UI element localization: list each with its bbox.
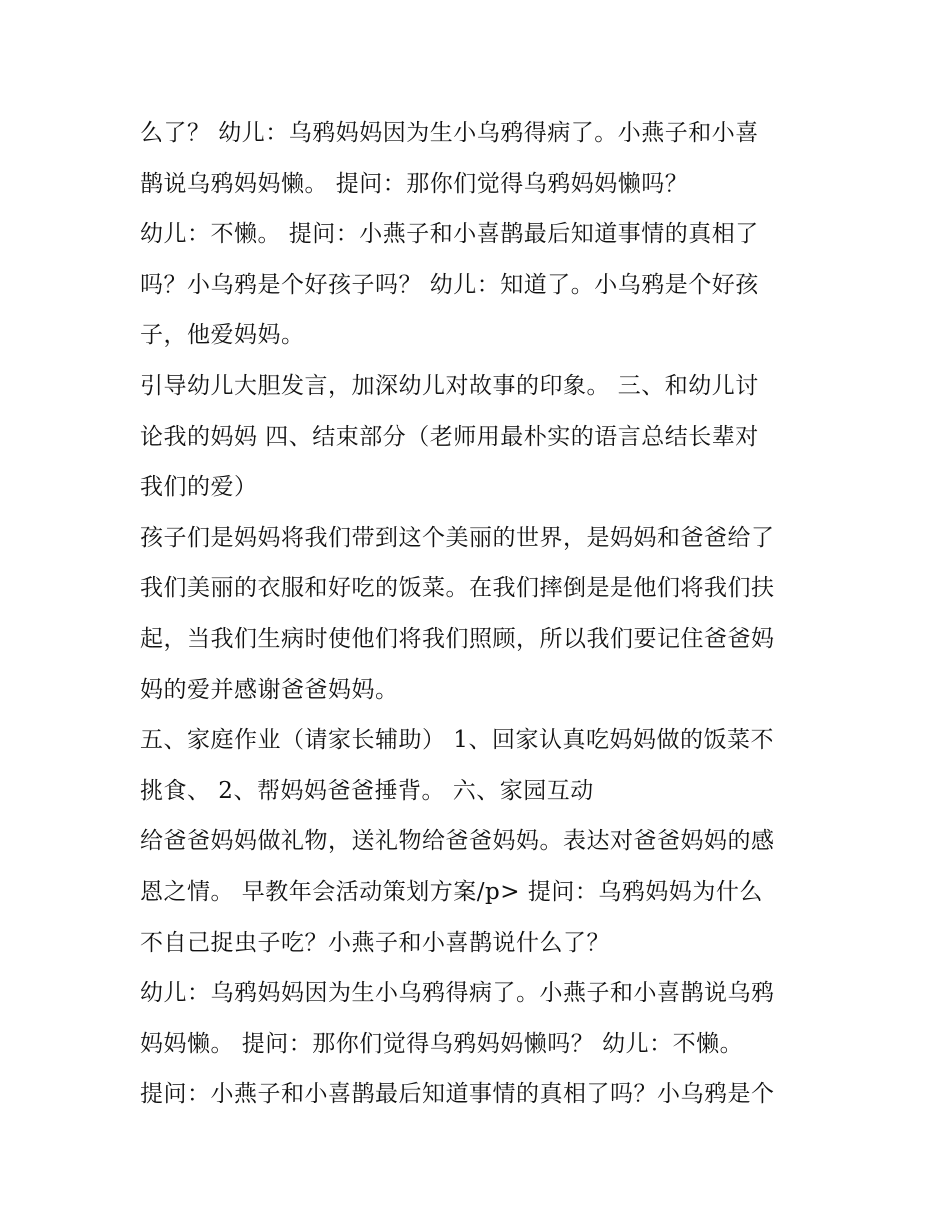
text-line: 幼儿：不懒。 提问：小燕子和小喜鹊最后知道事情的真相了: [140, 221, 759, 248]
text-line: 孩子们是妈妈将我们带到这个美丽的世界，是妈妈和爸爸给了: [140, 524, 775, 551]
text-line: 挑食、 2、帮妈妈爸爸捶背。 六、家园互动: [140, 777, 594, 804]
text-line: 子，他爱妈妈。: [140, 322, 305, 349]
document-body: [140, 108, 830, 1120]
text-line: 不自己捉虫子吃？小燕子和小喜鹊说什么了？: [140, 929, 610, 956]
text-line: 幼儿：乌鸦妈妈因为生小乌鸦得病了。小燕子和小喜鹊说乌鸦: [140, 980, 775, 1007]
text-line: 妈的爱并感谢爸爸妈妈。: [140, 676, 399, 703]
text-line: 鹊说乌鸦妈妈懒。 提问：那你们觉得乌鸦妈妈懒吗？: [140, 170, 689, 197]
text-line: 妈妈懒。 提问：那你们觉得乌鸦妈妈懒吗？ 幼儿：不懒。: [140, 1030, 744, 1057]
text-line: 么了？ 幼儿：乌鸦妈妈因为生小乌鸦得病了。小燕子和小喜: [140, 120, 759, 146]
text-line: 恩之情。 早教年会活动策划方案/p> 提问：乌鸦妈妈为什么: [140, 878, 763, 905]
text-line: 我们美丽的衣服和好吃的饭菜。在我们摔倒是是他们将我们扶: [140, 575, 775, 602]
text-line: 引导幼儿大胆发言，加深幼儿对故事的印象。 三、和幼儿讨: [140, 372, 759, 399]
text-line: 五、家庭作业（请家长辅助） 1、回家认真吃妈妈做的饭菜不: [140, 727, 774, 754]
text-line: 我们的爱）: [140, 474, 258, 501]
text-line: 提问：小燕子和小喜鹊最后知道事情的真相了吗？小乌鸦是个: [140, 1081, 775, 1108]
text-line: 给爸爸妈妈做礼物，送礼物给爸爸妈妈。表达对爸爸妈妈的感: [140, 828, 775, 855]
text-line: 起，当我们生病时使他们将我们照顾，所以我们要记住爸爸妈: [140, 625, 775, 652]
text-line: 吗？小乌鸦是个好孩子吗？ 幼儿：知道了。小乌鸦是个好孩: [140, 271, 759, 298]
text-line: 论我的妈妈 四、结束部分（老师用最朴实的语言总结长辈对: [140, 423, 759, 450]
